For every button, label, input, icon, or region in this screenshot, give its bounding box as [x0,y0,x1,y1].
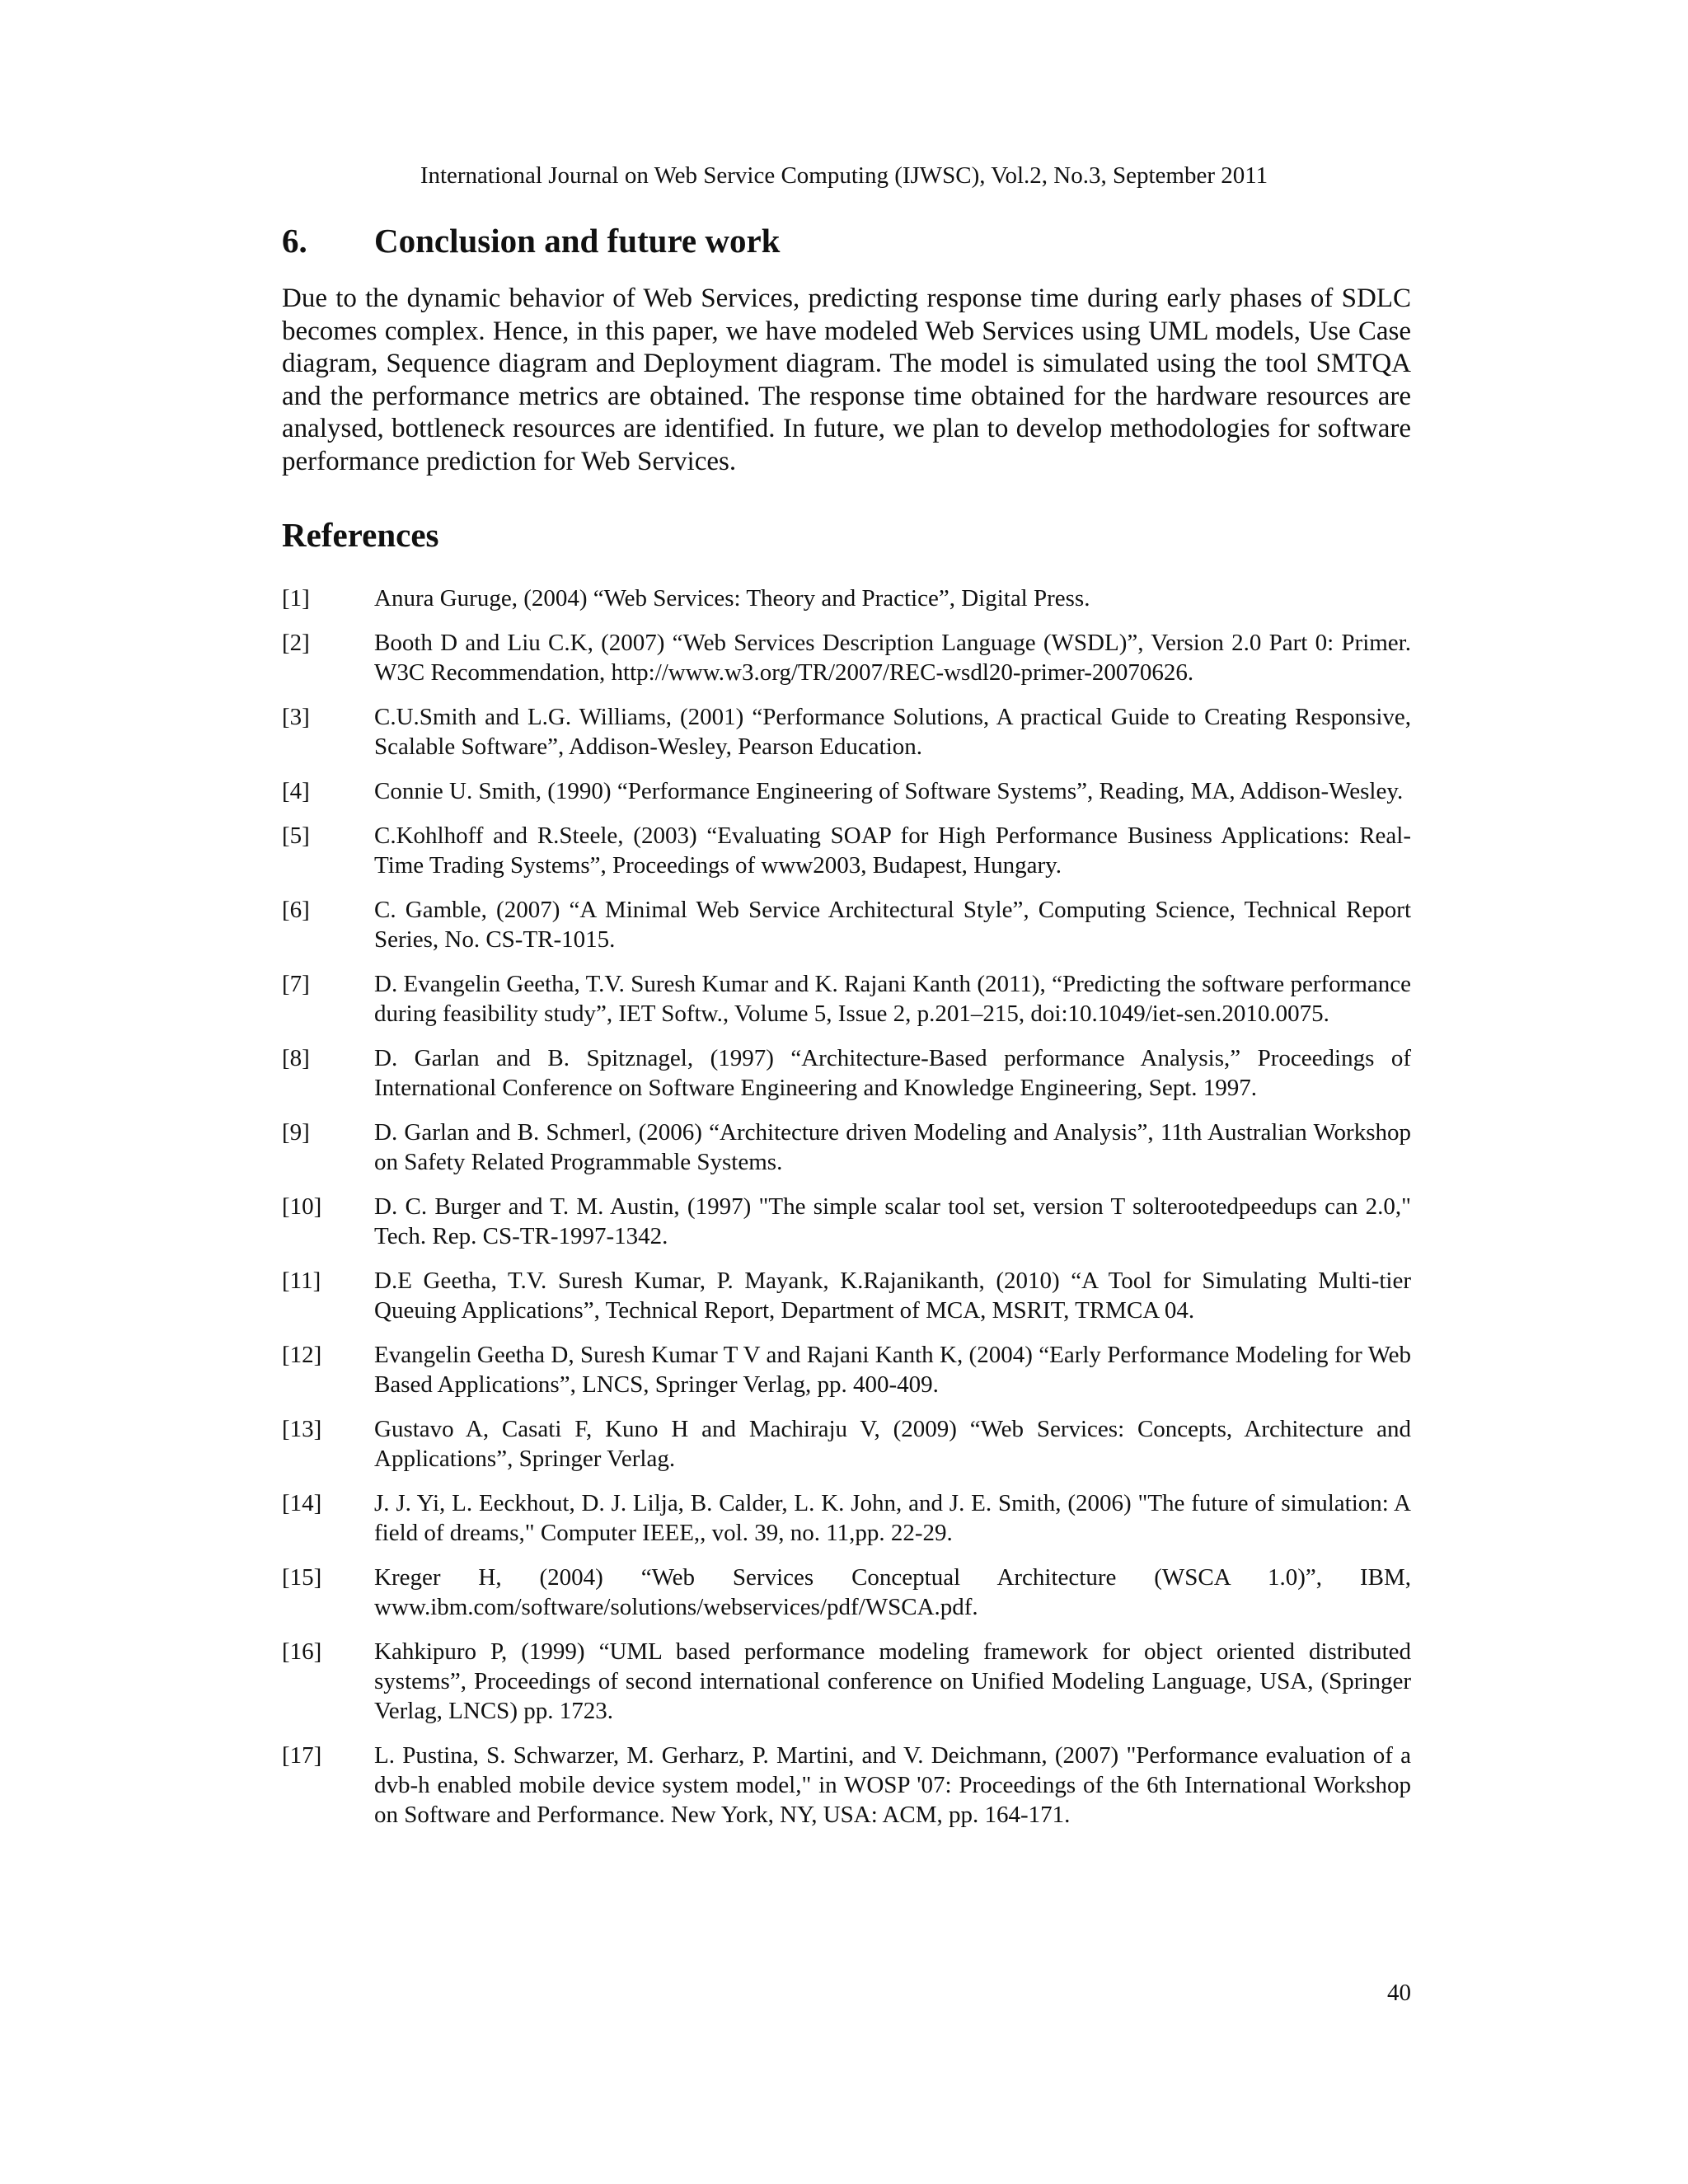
reference-item [282,1340,1411,1399]
reference-list [282,583,1411,1830]
reference-text: C.Kohlhoff and R.Steele, (2003) “Evaluating SOAP for High Performance Business Applications: Real-Time Trading Systems”, Proceedings of www2003, Budapest, Hungary. [374,823,1411,879]
reference-text: D. C. Burger and T. M. Austin, (1997) "The simple scalar tool set, version T solterootedpeedups can 2.0," Tech. Rep. CS-TR-1997-1342. [374,1193,1411,1250]
reference-item [282,1741,1411,1830]
reference-item [282,1192,1411,1251]
reference-number: [10] [282,1193,322,1221]
reference-item [282,1563,1411,1622]
reference-text: C.U.Smith and L.G. Williams, (2001) “Performance Solutions, A practical Guide to Creating Responsive, Scalable Software”, Addison-Wesley, Pearson Education. [374,704,1411,761]
reference-text: Kreger H, (2004) “Web Services Conceptual Architecture (WSCA 1.0)”, IBM, www.ibm.com/software/solutions/webservices/pdf/WSCA.pdf. [374,1564,1411,1621]
reference-text: D. Garlan and B. Schmerl, (2006) “Architecture driven Modeling and Analysis”, 11th Australian Workshop on Safety Related Programmable Systems. [374,1119,1411,1176]
reference-item [282,821,1411,880]
reference-number: [17] [282,1742,322,1769]
reference-number: [2] [282,630,310,657]
reference-text: Anura Guruge, (2004) “Web Services: Theory and Practice”, Digital Press. [374,585,1090,612]
reference-number: [3] [282,704,310,731]
reference-item [282,1414,1411,1474]
reference-number: [11] [282,1268,321,1295]
section-title: Conclusion and future work [374,222,781,260]
reference-item [282,895,1411,954]
reference-number: [5] [282,823,310,850]
reference-text: J. J. Yi, L. Eeckhout, D. J. Lilja, B. Calder, L. K. John, and J. E. Smith, (2006) "The future of simulation: A field of dreams," Computer IEEE,, vol. 39, no. 11,pp. 22-29. [374,1490,1411,1547]
page-number: 40 [1387,1980,1411,2006]
conclusion-paragraph: Due to the dynamic behavior of Web Services, predicting response time during early phases of SDLC becomes complex. Hence, in this paper, we have modeled Web Services using UML models, Use Case diagram, Sequence diagram and Deployment diagram. The model is simulated using the tool SMTQA and the performance metrics are obtained. The response time obtained for the hardware resources are analysed, bottleneck resources are identified. In future, we plan to develop methodologies for software performance prediction for Web Services. [282,284,1411,476]
reference-text: Booth D and Liu C.K, (2007) “Web Services Description Language (WSDL)”, Version 2.0 Part 0: Primer. W3C Recommendation, http://www.w3.org/TR/2007/REC-wsdl20-primer-20070626. [374,630,1411,687]
reference-number: [12] [282,1342,322,1369]
reference-number: [4] [282,778,310,805]
reference-text: Evangelin Geetha D, Suresh Kumar T V and Rajani Kanth K, (2004) “Early Performance Modeling for Web Based Applications”, LNCS, Springer Verlag, pp. 400-409. [374,1342,1411,1399]
reference-text: C. Gamble, (2007) “A Minimal Web Service Architectural Style”, Computing Science, Technical Report Series, No. CS-TR-1015. [374,897,1411,954]
reference-number: [13] [282,1416,322,1443]
reference-number: [15] [282,1564,322,1591]
reference-number: [1] [282,585,310,612]
reference-number: [14] [282,1490,322,1517]
reference-text: Connie U. Smith, (1990) “Performance Engineering of Software Systems”, Reading, MA, Addison-Wesley. [374,778,1404,805]
reference-number: [6] [282,897,310,924]
reference-number: [9] [282,1119,310,1146]
references-heading: References [282,516,439,555]
reference-text: D. Evangelin Geetha, T.V. Suresh Kumar and K. Rajani Kanth (2011), “Predicting the software performance during feasibility study”, IET Softw., Volume 5, Issue 2, p.201–215, doi:10.1049/iet-sen.2010.0075. [374,971,1411,1028]
reference-item [282,583,1411,613]
reference-item [282,628,1411,687]
reference-item [282,1637,1411,1726]
reference-item [282,969,1411,1029]
reference-number: [8] [282,1045,310,1072]
reference-number: [7] [282,971,310,998]
page-content [282,221,1411,1844]
reference-text: D.E Geetha, T.V. Suresh Kumar, P. Mayank, K.Rajanikanth, (2010) “A Tool for Simulating Multi-tier Queuing Applications”, Technical Report, Department of MCA, MSRIT, TRMCA 04. [374,1268,1411,1324]
reference-text: L. Pustina, S. Schwarzer, M. Gerharz, P. Martini, and V. Deichmann, (2007) "Performance evaluation of a dvb-h enabled mobile device system model," in WOSP '07: Proceedings of the 6th International Workshop on Software and Performance. New York, NY, USA: ACM, pp. 164-171. [374,1742,1411,1829]
reference-item [282,1488,1411,1548]
section-heading [282,221,1411,261]
reference-text: D. Garlan and B. Spitznagel, (1997) “Architecture-Based performance Analysis,” Proceedings of International Conference on Software Engineering and Knowledge Engineering, Sept. 1997. [374,1045,1411,1102]
section-number: 6. [282,222,307,260]
reference-text: Gustavo A, Casati F, Kuno H and Machiraju V, (2009) “Web Services: Concepts, Architecture and Applications”, Springer Verlag. [374,1416,1411,1473]
reference-item [282,1118,1411,1177]
reference-item [282,1043,1411,1103]
reference-text: Kahkipuro P, (1999) “UML based performance modeling framework for object oriented distributed systems”, Proceedings of second international conference on Unified Modeling Language, USA, (Springer Verlag, LNCS) pp. 1723. [374,1638,1411,1725]
reference-item [282,776,1411,806]
reference-number: [16] [282,1638,322,1666]
running-header: International Journal on Web Service Computing (IJWSC), Vol.2, No.3, September 2011 [420,162,1268,189]
reference-item [282,1266,1411,1325]
reference-item [282,702,1411,762]
